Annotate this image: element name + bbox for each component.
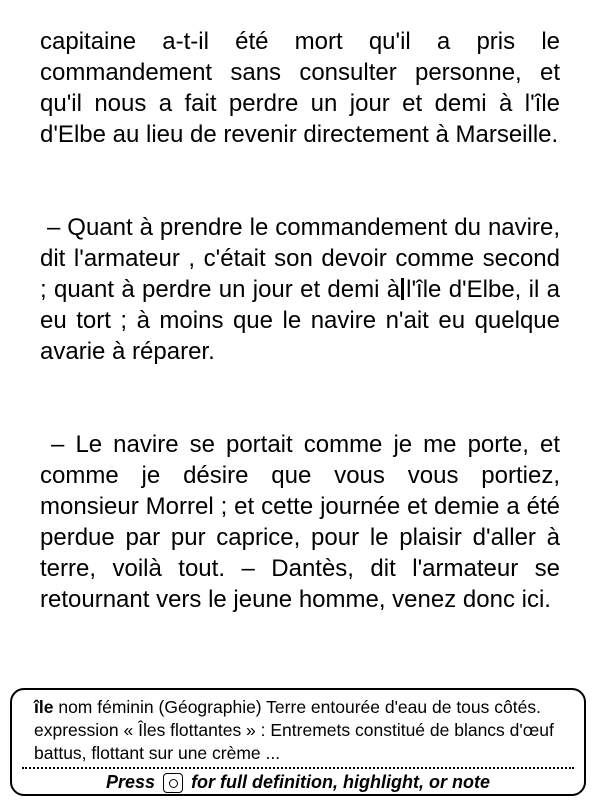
paragraph — [40, 429, 560, 615]
headword: île — [34, 697, 54, 717]
hint-press: Press — [105, 772, 156, 792]
paragraph — [40, 26, 560, 150]
paragraph-text: – Le navire se portait comme je me porte, et comme je désire que vous vous portiez, monsieur Morrel ; et cette journée et demie a été perdue par pur caprice, pour le plaisir d'aller à terre, voilà tout. – Dantès, dit l'armateur se retournant vers le jeune homme, venez donc ici. — [40, 431, 560, 613]
paragraph-text: capitaine a-t-il été mort qu'il a pris le commandement sans consulter personne, et qu'il nous a fait perdre un jour et demi à l'île d'Elbe au lieu de revenir directement à Marseille. — [40, 28, 560, 148]
text-cursor[interactable] — [401, 278, 404, 300]
popup-hint — [12, 772, 584, 793]
definition-text — [34, 696, 564, 765]
definition-body: nom féminin (Géographie) Terre entourée d'eau de tous côtés. expression « Îles flottantes » : Entremets constitué de blancs d'œuf battus, flottant sur une crème ... — [34, 697, 554, 763]
dictionary-popup[interactable] — [10, 688, 586, 796]
paragraph-text: – Quant à prendre le commandement du navire, dit l'armateur , c'était son devoir comme second ; quant à perdre un jour et demi à — [40, 214, 560, 303]
paragraph — [40, 212, 560, 367]
selected-word-text[interactable]: l'île d'Elbe, il a eu tort ; à moins que le navire n'ait eu quelque avarie à réparer. — [40, 276, 560, 365]
popup-separator — [22, 767, 574, 769]
book-page-text — [40, 26, 560, 677]
hint-action: for full definition, highlight, or note — [191, 772, 491, 792]
five-way-controller-icon — [163, 773, 183, 793]
